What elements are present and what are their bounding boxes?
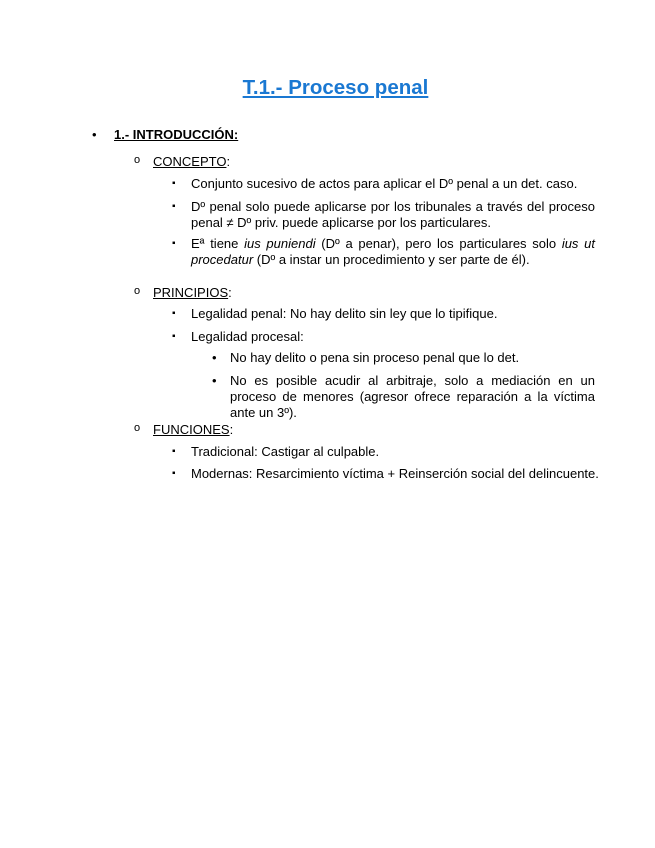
sub-list-item-text: No hay delito o pena sin proceso penal que lo det.: [230, 350, 520, 365]
subsection-label: FUNCIONES:: [153, 422, 234, 437]
list-item: [172, 236, 595, 268]
sub-list-item: [212, 350, 595, 366]
square-bullet-icon: ▪: [172, 468, 176, 479]
square-bullet-icon: ▪: [172, 201, 176, 212]
bullet-icon: •: [92, 127, 97, 142]
sub-list-item-text: No es posible acudir al arbitraje, solo a mediación en un proceso de menores (agresor ofrece reparación a la víctima ante un 3º).: [230, 373, 595, 420]
circle-bullet-icon: o: [134, 154, 141, 166]
page-title: T.1.- Proceso penal: [242, 76, 429, 99]
subsection-label: CONCEPTO:: [153, 154, 231, 169]
circle-bullet-icon: o: [134, 285, 141, 297]
list-item: [172, 466, 599, 482]
list-item-text: Legalidad procesal:: [191, 329, 304, 344]
square-bullet-icon: ▪: [172, 308, 176, 319]
list-item: [172, 444, 595, 460]
list-item-text: Modernas: Resarcimiento víctima + Reinserción social del delincuente.: [191, 466, 599, 481]
list-item: [172, 176, 595, 192]
list-item: [172, 329, 595, 345]
list-item-text: Dº penal solo puede aplicarse por los tribunales a través del proceso penal ≠ Dº priv. puede aplicarse por los particulares.: [191, 199, 595, 230]
list-item: [172, 306, 595, 322]
bullet-icon: •: [212, 373, 217, 388]
square-bullet-icon: ▪: [172, 446, 176, 457]
square-bullet-icon: ▪: [172, 238, 176, 249]
list-item-text: Eª tiene ius puniendi (Dº a penar), pero los particulares solo ius ut procedatur (Dº a instar un procedimiento y ser parte de él).: [191, 236, 595, 267]
subsection-label: PRINCIPIOS:: [153, 285, 232, 300]
square-bullet-icon: ▪: [172, 178, 176, 189]
list-item-text: Legalidad penal: No hay delito sin ley que lo tipifique.: [191, 306, 498, 321]
list-item: [172, 199, 595, 231]
section-title: 1.- INTRODUCCIÓN:: [114, 127, 239, 142]
sub-list-item: [212, 373, 595, 421]
square-bullet-icon: ▪: [172, 331, 176, 342]
bullet-icon: •: [212, 350, 217, 365]
list-item-text: Tradicional: Castigar al culpable.: [191, 444, 380, 459]
list-item-text: Conjunto sucesivo de actos para aplicar el Dº penal a un det. caso.: [191, 176, 578, 191]
circle-bullet-icon: o: [134, 422, 141, 434]
